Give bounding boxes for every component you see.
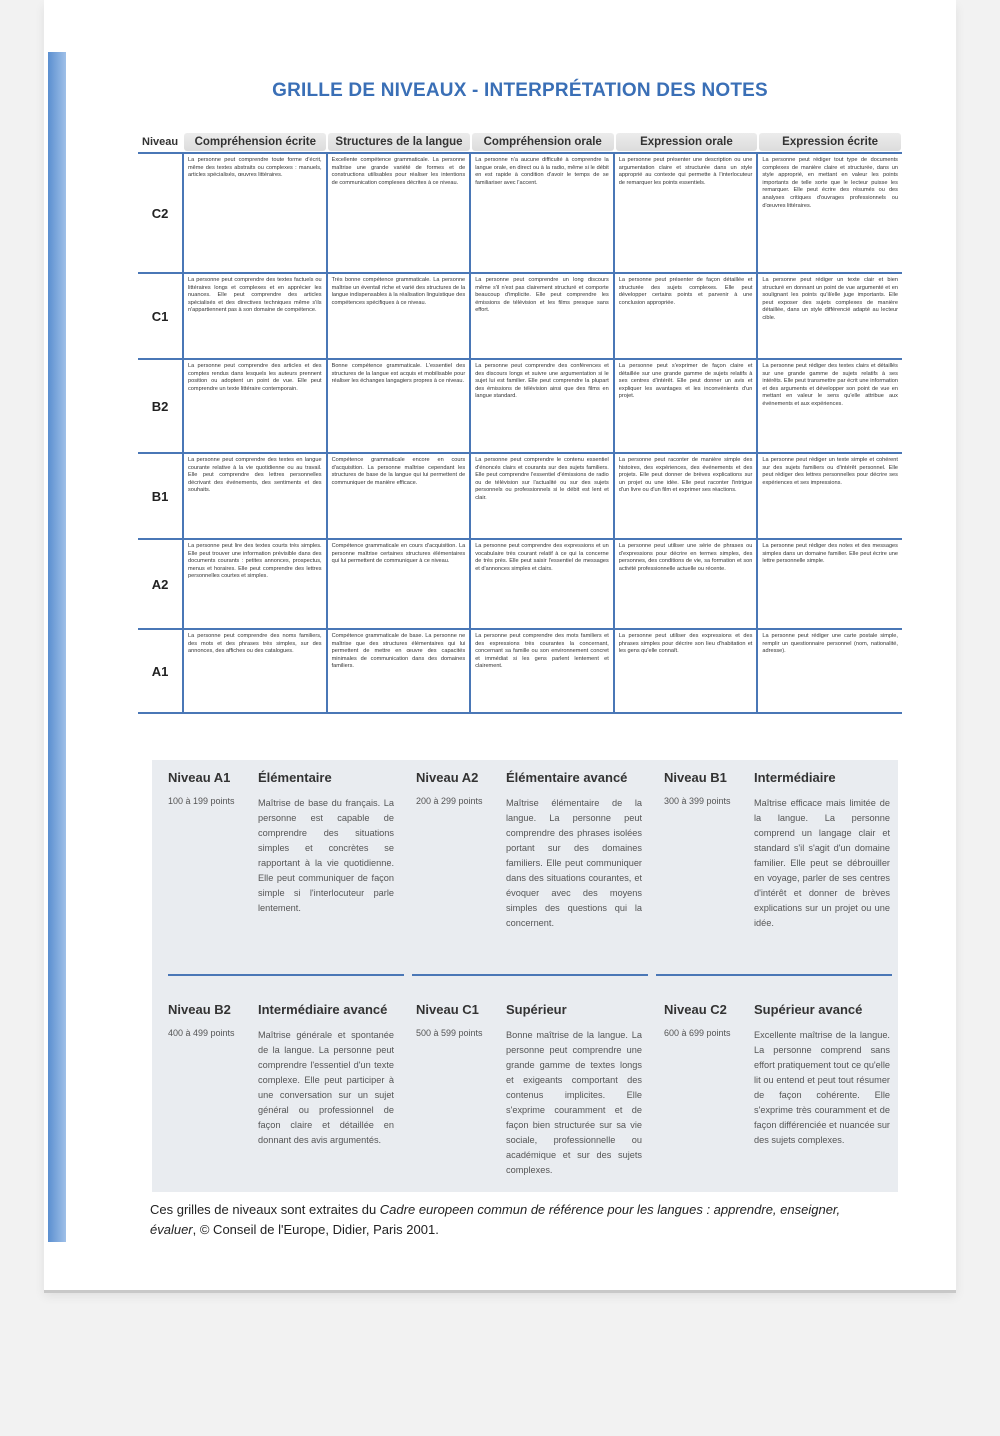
grid-row-a2 [138,538,902,628]
summary-name: Supérieur [506,1002,567,1017]
footnote-text-end: , © Conseil de l'Europe, Didier, Paris 2001. [192,1222,439,1237]
grid-cell: La personne peut comprendre le contenu essentiel d'énoncés clairs et courants sur des sujets familiers. Elle peut comprendre l'essentiel d'émissions de radio ou de télévision sur l'actualité ou sur des sujets personnels ou professionnels si le débit est lent et clair. [471,454,615,538]
grid-cell: Excellente compétence grammaticale. La personne maîtrise une grande variété de formes et de constructions utilisables pour réaliser les intentions de communication complexes décrites à ce niveau. [328,154,472,272]
header-col-listening: Compréhension orale [472,133,614,151]
summary-description: Bonne maîtrise de la langue. La personne peut comprendre une grande gamme de textes longs et exigeants comportant des contenus implicites. Elle s'exprime couramment et de façon bien structurée sur sa vie sociale, professionnelle ou académique et sur des sujets complexes. [506,1030,642,1175]
summary-description: Maîtrise efficace mais limitée de la langue. La personne comprend un langage clair et standard s'il s'agit d'un domaine familier. Elle peut se débrouiller en voyage, parler de ses centres d'intérêt et donner de brèves explications sur un projet ou une idée. [754,798,890,928]
summary-description: Maîtrise générale et spontanée de la langue. La personne peut comprendre l'essentiel d'un texte complexe. Elle peut participer à une conversation sur un sujet général ou professionnel de façon claire et détaillée en donnant des avis argumentés. [258,1030,394,1145]
summary-level: Niveau B2 [168,1002,231,1017]
row-level: A2 [138,540,184,628]
summary-description: Maîtrise de base du français. La personne est capable de comprendre des situations simples et concrètes se rapportant à la vie quotidienne. Elle peut communiquer de façon simple si l'interlocuteur parle lentement. [258,798,394,913]
header-col-reading: Compréhension écrite [184,133,326,151]
row-level: C2 [138,154,184,272]
grid-cell: La personne peut comprendre un long discours même s'il n'est pas clairement structuré et comporte beaucoup d'implicite. Elle peut comprendre les émissions de télévision et les films presque sans effort. [471,274,615,358]
grid-row-a1 [138,628,902,714]
summary-divider [168,974,404,976]
grid-row-c1 [138,272,902,358]
header-level: Niveau [142,136,179,148]
header-col-writing: Expression écrite [759,133,901,151]
grid-cell: La personne peut raconter de manière simple des histoires, des expériences, des événements et des projets. Elle peut donner de brèves explications sur un projet ou une idée. Elle peut raconter l'intrigue d'un livre ou d'un film et exprimer ses réactions. [615,454,759,538]
summary-name: Intermédiaire [754,770,836,785]
summary-level: Niveau C1 [416,1002,479,1017]
grid-cell: La personne peut rédiger une carte postale simple, remplir un questionnaire personnel (nom, nationalité, adresse). [762,633,898,655]
grid-cell: Très bonne compétence grammaticale. La personne maîtrise un éventail riche et varié des structures de la langue indispensables à la réalisation linguistique des compétences spécifiques à ce niveau. [328,274,472,358]
row-level: B2 [138,360,184,452]
levels-summary [152,760,898,1192]
grid-cell: La personne peut utiliser une série de phrases ou d'expressions pour décrire en termes simples, des personnes, des conditions de vie, sa formation et son activité professionnelle actuelle ou récente. [615,540,759,628]
row-level: C1 [138,274,184,358]
summary-level: Niveau A2 [416,770,479,785]
summary-points: 200 à 299 points [416,796,483,806]
grid-cell: La personne peut utiliser des expressions et des phrases simples pour décrire son lieu d'habitation et les gens qu'elle connaît. [615,630,759,712]
grid-cell: La personne peut présenter une description ou une argumentation claire et structurée dans un style approprié au contexte qui permette à l'interlocuteur de remarquer les points essentiels. [615,154,759,272]
header-col-speaking: Expression orale [616,133,758,151]
summary-points: 100 à 199 points [168,796,235,806]
summary-divider [412,974,648,976]
summary-divider [656,974,892,976]
summary-level: Niveau C2 [664,1002,727,1017]
summary-level: Niveau A1 [168,770,231,785]
grid-cell: La personne peut rédiger des textes clairs et détaillés sur une grande gamme de sujets relatifs à ses intérêts. Elle peut transmettre par écrit une information et des arguments et développer son point de vue en mettant en valeur le sens qu'elle attribue aux événements et aux expériences. [762,363,898,407]
summary-points: 600 à 699 points [664,1028,731,1038]
summary-description: Maîtrise élémentaire de la langue. La personne peut comprendre des phrases isolées portant sur des domaines familiers. Elle peut communiquer dans des situations courantes, et évoquer avec des moyens simples des questions qui la concernent. [506,798,642,928]
grid-cell: La personne peut rédiger un texte simple et cohérent sur des sujets familiers ou d'intérêt personnel. Elle peut rédiger des lettres personnelles pour décrire ses expériences et ses impressions. [762,457,898,486]
grid-row-b2 [138,358,902,452]
grid-cell: La personne peut comprendre des noms familiers, des mots et des phrases très simples, sur des annonces, des affiches ou des catalogues. [184,630,328,712]
grid-cell: La personne peut comprendre des articles et des comptes rendus dans lesquels les auteurs prennent position ou adoptent un point de vue. Elle peut comprendre un texte littéraire contemporain. [184,360,328,452]
summary-name: Intermédiaire avancé [258,1002,388,1017]
grid-cell: La personne peut comprendre toute forme d'écrit, même des textes abstraits ou complexes : manuels, articles spécialisés, œuvres littéraires. [184,154,328,272]
grid-cell: La personne peut rédiger des notes et des messages simples dans un domaine familier. Elle peut écrire une lettre personnelle simple. [762,543,898,565]
grid-cell: La personne peut comprendre des expressions et un vocabulaire très courant relatif à ce qui la concerne de très près. Elle peut saisir l'essentiel de messages et d'annonces simples et clairs. [471,540,615,628]
grid-row-b1 [138,452,902,538]
grid-cell: La personne n'a aucune difficulté à comprendre la langue orale, en direct ou à la radio, même si le débit en est rapide à condition d'avoir le temps de se familiariser avec l'accent. [471,154,615,272]
grid-cell: La personne peut comprendre des textes en langue courante relative à la vie quotidienne ou au travail. Elle peut comprendre des lettres personnelles décrivant des événements, des sentiments et des souhaits. [184,454,328,538]
summary-name: Supérieur avancé [754,1002,863,1017]
grid-cell: Bonne compétence grammaticale. L'essentiel des structures de la langue est acquis et mobilisable pour réaliser les échanges langagiers propres à ce niveau. [328,360,472,452]
grid-cell: Compétence grammaticale encore en cours d'acquisition. La personne maîtrise cependant les structures de base de la langue qui lui permettent de communiquer de manière efficace. [328,454,472,538]
grid-cell: La personne peut comprendre des mots familiers et des expressions très courantes la concernant, concernant sa famille ou son environnement concret et immédiat si les gens parlent lentement et clairement. [471,630,615,712]
summary-points: 500 à 599 points [416,1028,483,1038]
summary-points: 300 à 399 points [664,796,731,806]
row-level: A1 [138,630,184,712]
summary-name: Élémentaire [258,770,332,785]
grid-cell: Compétence grammaticale en cours d'acquisition. La personne maîtrise certaines structures élémentaires qui lui permettent de communiquer à ce niveau. [328,540,472,628]
page-title: GRILLE DE NIVEAUX - INTERPRÉTATION DES NOTES [272,80,768,101]
grid-cell: La personne peut présenter de façon détaillée et structurée des sujets complexes. Elle peut développer certains points et parvenir à une conclusion appropriée. [615,274,759,358]
grid-row-c2 [138,152,902,272]
grid-cell: La personne peut s'exprimer de façon claire et détaillée sur une grande gamme de sujets relatifs à ses centres d'intérêt. Elle peut donner un avis et expliquer les avantages et les inconvénients d'un projet. [615,360,759,452]
grid-cell: La personne peut comprendre des textes factuels ou littéraires longs et complexes et en apprécier les nuances. Elle peut comprendre des articles spécialisés et des directives techniques même s'ils n'appartiennent pas à son domaine de compétence. [184,274,328,358]
grid-cell: La personne peut rédiger tout type de documents complexes de manière claire et structurée, dans un style approprié, en mettant en valeur les points importants de telle sorte que le lecteur puisse les remarquer. Elle peut écrire des résumés ou des analyses critiques d'ouvrages professionnels ou d'œuvres littéraires. [762,157,898,209]
summary-level: Niveau B1 [664,770,727,785]
summary-name: Élémentaire avancé [506,770,628,785]
grid-cell: La personne peut rédiger un texte clair et bien structuré en donnant un point de vue argumenté et en soulignant les points qu'il/elle juge importants. Elle peut exposer des sujets complexes de manière détaillée, dans un style différencié adapté au lecteur cible. [762,277,898,321]
source-footnote [150,1200,890,1240]
grid-cell: La personne peut lire des textes courts très simples. Elle peut trouver une information prévisible dans des documents courants : petites annonces, prospectus, menus et horaires. Elle peut comprendre des lettres personnelles courtes et simples. [184,540,328,628]
grid-cell: La personne peut comprendre des conférences et des discours longs et suivre une argumentation si le sujet lui est familier. Elle peut comprendre la plupart des émissions de télévision ainsi que des films en langue standard. [471,360,615,452]
footnote-text: Ces grilles de niveaux sont extraites du [150,1202,380,1217]
summary-description: Excellente maîtrise de la langue. La personne comprend sans effort pratiquement tout ce qu'elle lit ou entend et peut tout résumer de façon cohérente. Elle s'exprime très couramment et de façon différenciée et nuancée sur des sujets complexes. [754,1030,890,1145]
grid-cell: Compétence grammaticale de base. La personne ne maîtrise que des structures élémentaires qui lui permettent de mettre en œuvre des capacités minimales de communication dans des domaines familiers. [328,630,472,712]
header-col-structures: Structures de la langue [328,133,470,151]
footnote-title: Cadre europeen commun de référence pour les langues : apprendre, enseigner, évaluer [150,1202,841,1237]
row-level: B1 [138,454,184,538]
levels-grid [138,132,902,714]
grid-header [138,132,902,152]
summary-points: 400 à 499 points [168,1028,235,1038]
decorative-blue-bar [48,52,66,1242]
